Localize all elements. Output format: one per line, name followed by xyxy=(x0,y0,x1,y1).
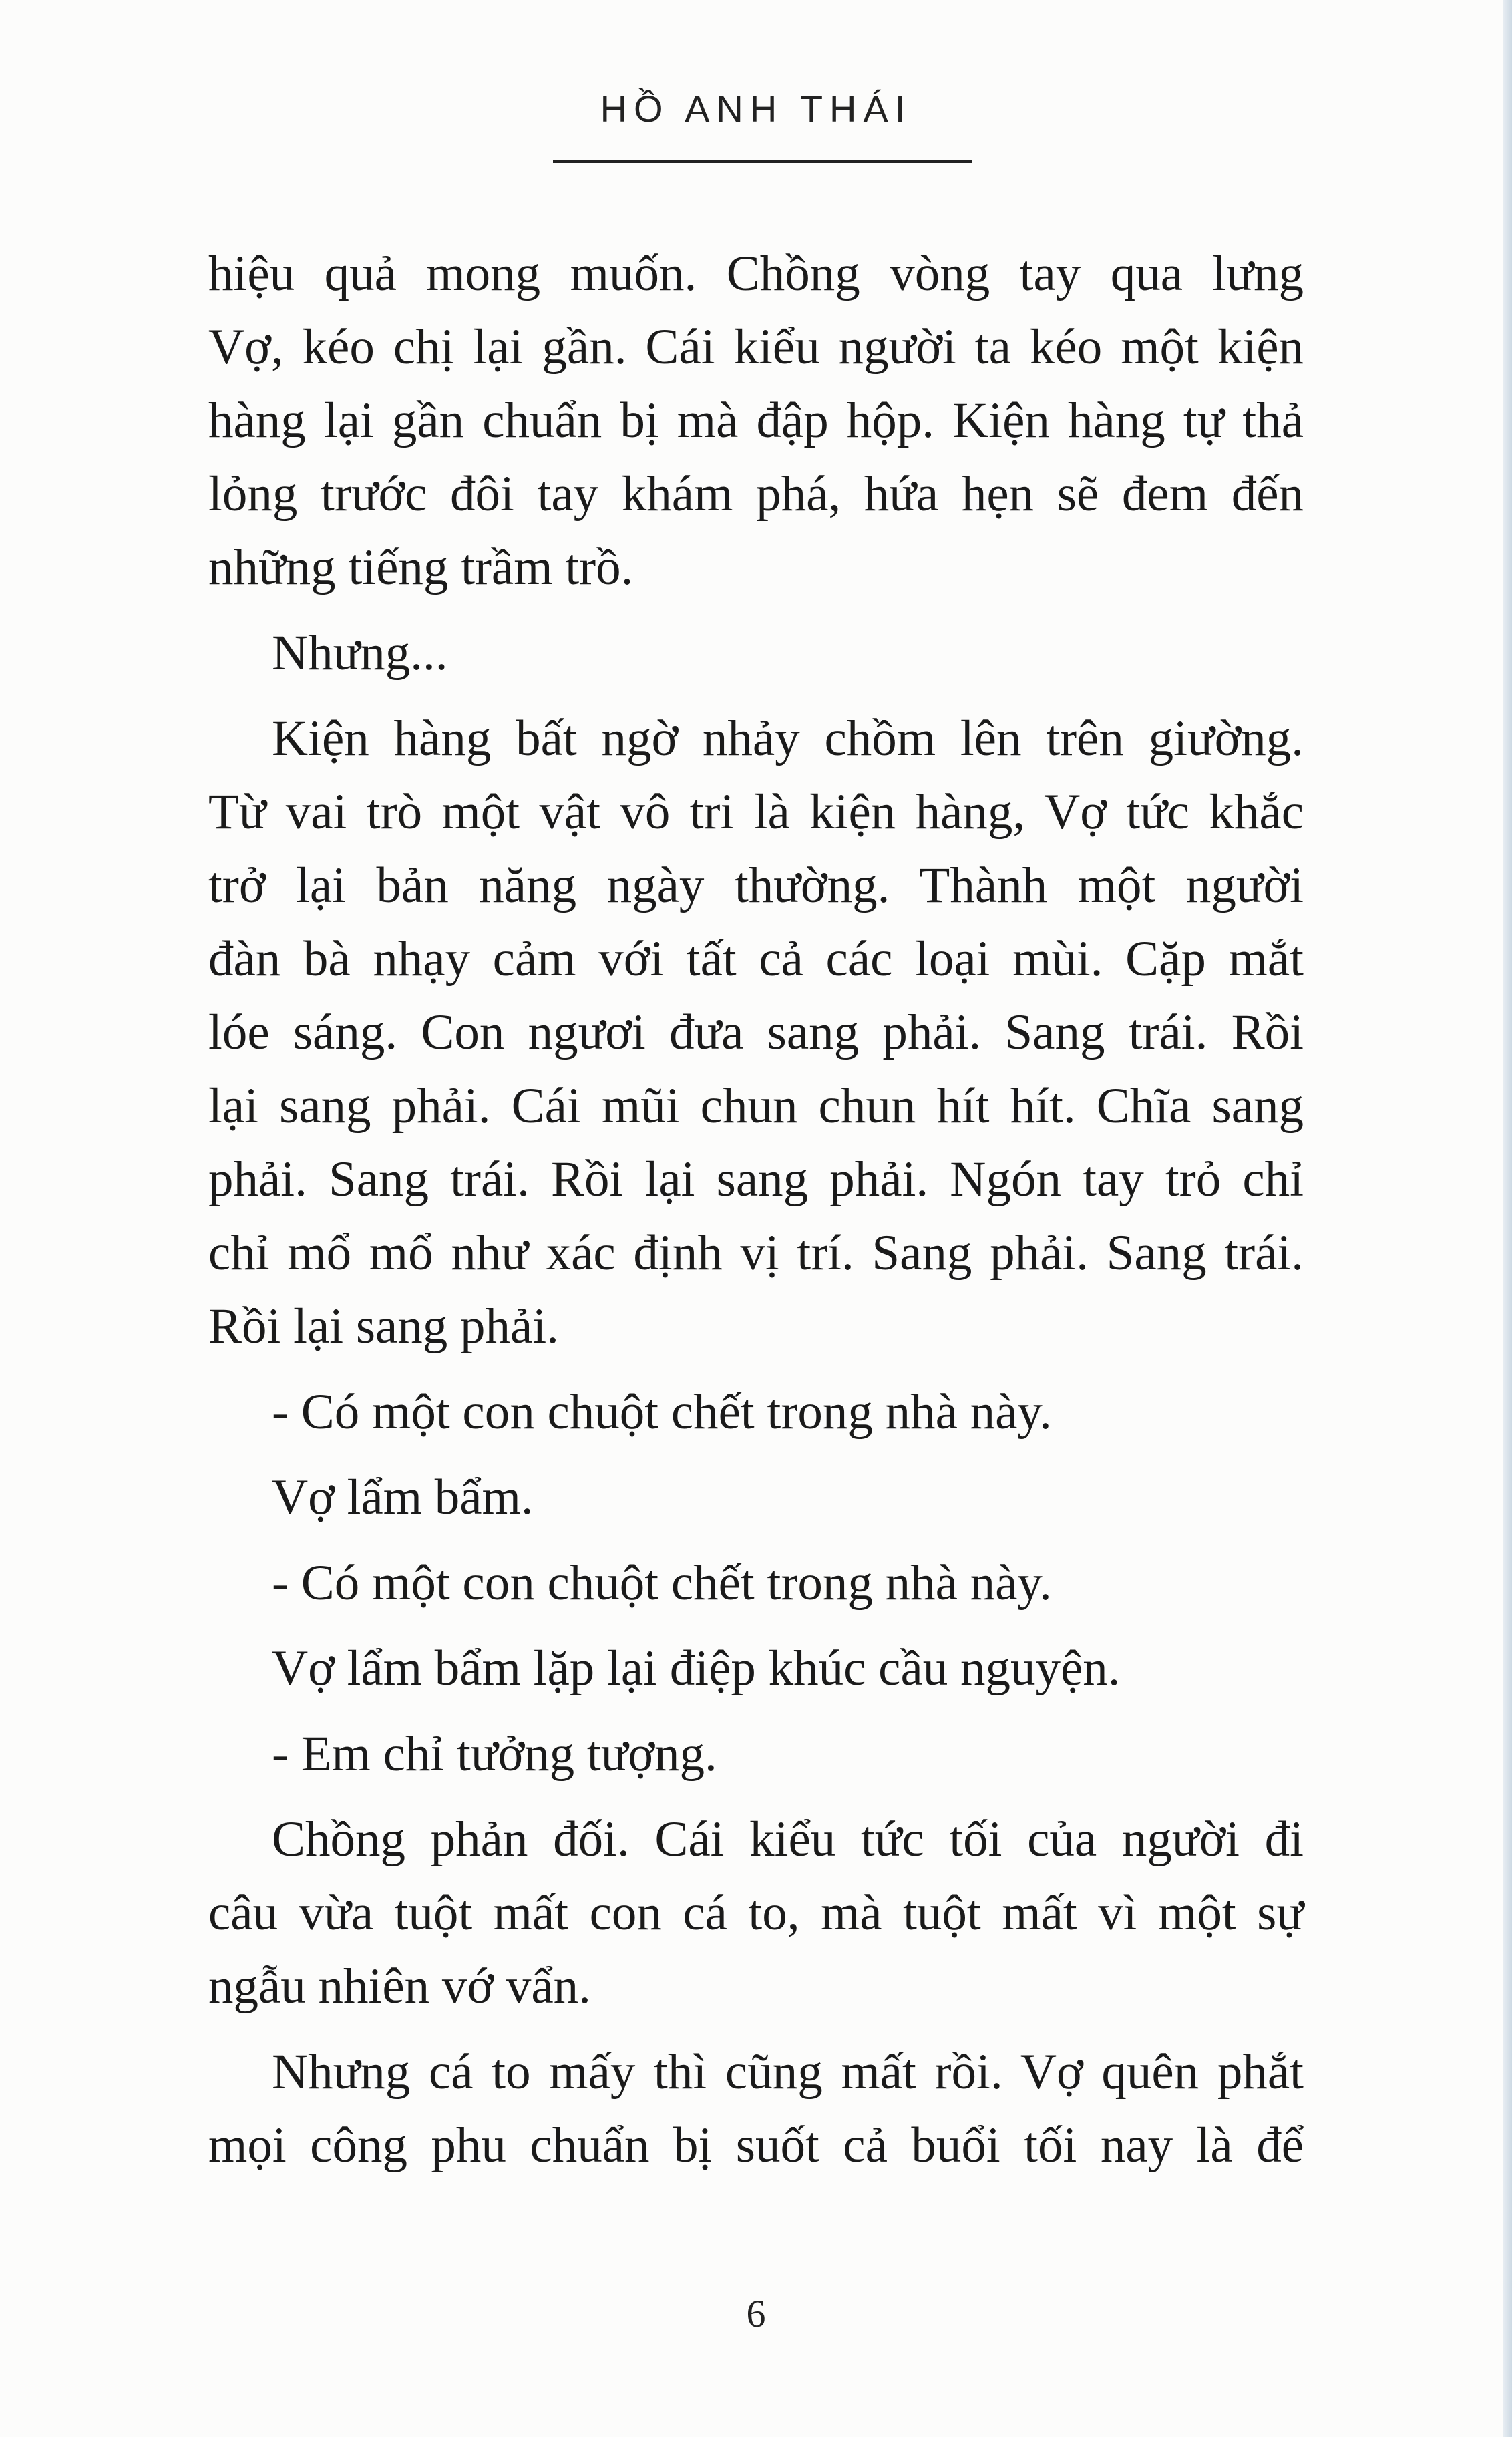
text-line: hiệu quả mong muốn. Chồng vòng tay qua lưng xyxy=(208,246,1304,301)
text-line: phải. Sang trái. Rồi lại sang phải. Ngón tay trỏ chỉ xyxy=(208,1152,1304,1207)
dialogue-line: - Có một con chuột chết trong nhà này. xyxy=(272,1555,1052,1611)
page-edge xyxy=(1503,0,1512,2437)
text-line: đàn bà nhạy cảm với tất cả các loại mùi. Cặp mắt xyxy=(208,931,1304,987)
text-line: lóe sáng. Con ngươi đưa sang phải. Sang trái. Rồi xyxy=(208,1005,1304,1060)
text-line: Từ vai trò một vật vô tri là kiện hàng, Vợ tức khắc xyxy=(208,784,1304,840)
text-line: Nhưng cá to mấy thì cũng mất rồi. Vợ quên phắt xyxy=(272,2044,1304,2100)
dialogue-line: - Em chỉ tưởng tượng. xyxy=(272,1726,717,1782)
text-line: lỏng trước đôi tay khám phá, hứa hẹn sẽ đem đến xyxy=(208,466,1304,522)
text-line: Vợ lẩm bẩm lặp lại điệp khúc cầu nguyện. xyxy=(272,1641,1121,1696)
text-line: lại sang phải. Cái mũi chun chun hít hít. Chĩa sang xyxy=(208,1078,1304,1134)
text-line: Rồi lại sang phải. xyxy=(208,1299,559,1354)
header-rule xyxy=(553,160,972,163)
text-line: Vợ lẩm bẩm. xyxy=(272,1470,534,1525)
text-line: hàng lại gần chuẩn bị mà đập hộp. Kiện hàng tự thả xyxy=(208,393,1304,448)
text-line: trở lại bản năng ngày thường. Thành một người xyxy=(208,858,1304,913)
text-line: ngẫu nhiên vớ vẩn. xyxy=(208,1959,591,2014)
text-line: Nhưng... xyxy=(272,625,448,681)
text-line: Chồng phản đối. Cái kiểu tức tối của người đi xyxy=(272,1812,1304,1867)
dialogue-line: - Có một con chuột chết trong nhà này. xyxy=(272,1384,1052,1440)
text-line: chỉ mổ mổ như xác định vị trí. Sang phải. Sang trái. xyxy=(208,1225,1304,1281)
text-line: những tiếng trầm trồ. xyxy=(208,540,634,595)
running-header: HỒ ANH THÁI xyxy=(600,88,912,130)
text-line: Vợ, kéo chị lại gần. Cái kiểu người ta kéo một kiện xyxy=(208,319,1304,375)
text-line: câu vừa tuột mất con cá to, mà tuột mất vì một sự xyxy=(208,1885,1304,1941)
text-line: mọi công phu chuẩn bị suốt cả buổi tối nay là để xyxy=(208,2118,1304,2173)
text-line: Kiện hàng bất ngờ nhảy chồm lên trên giường. xyxy=(272,711,1304,766)
body-text xyxy=(208,237,1304,2182)
page-number: 6 xyxy=(746,2292,766,2335)
